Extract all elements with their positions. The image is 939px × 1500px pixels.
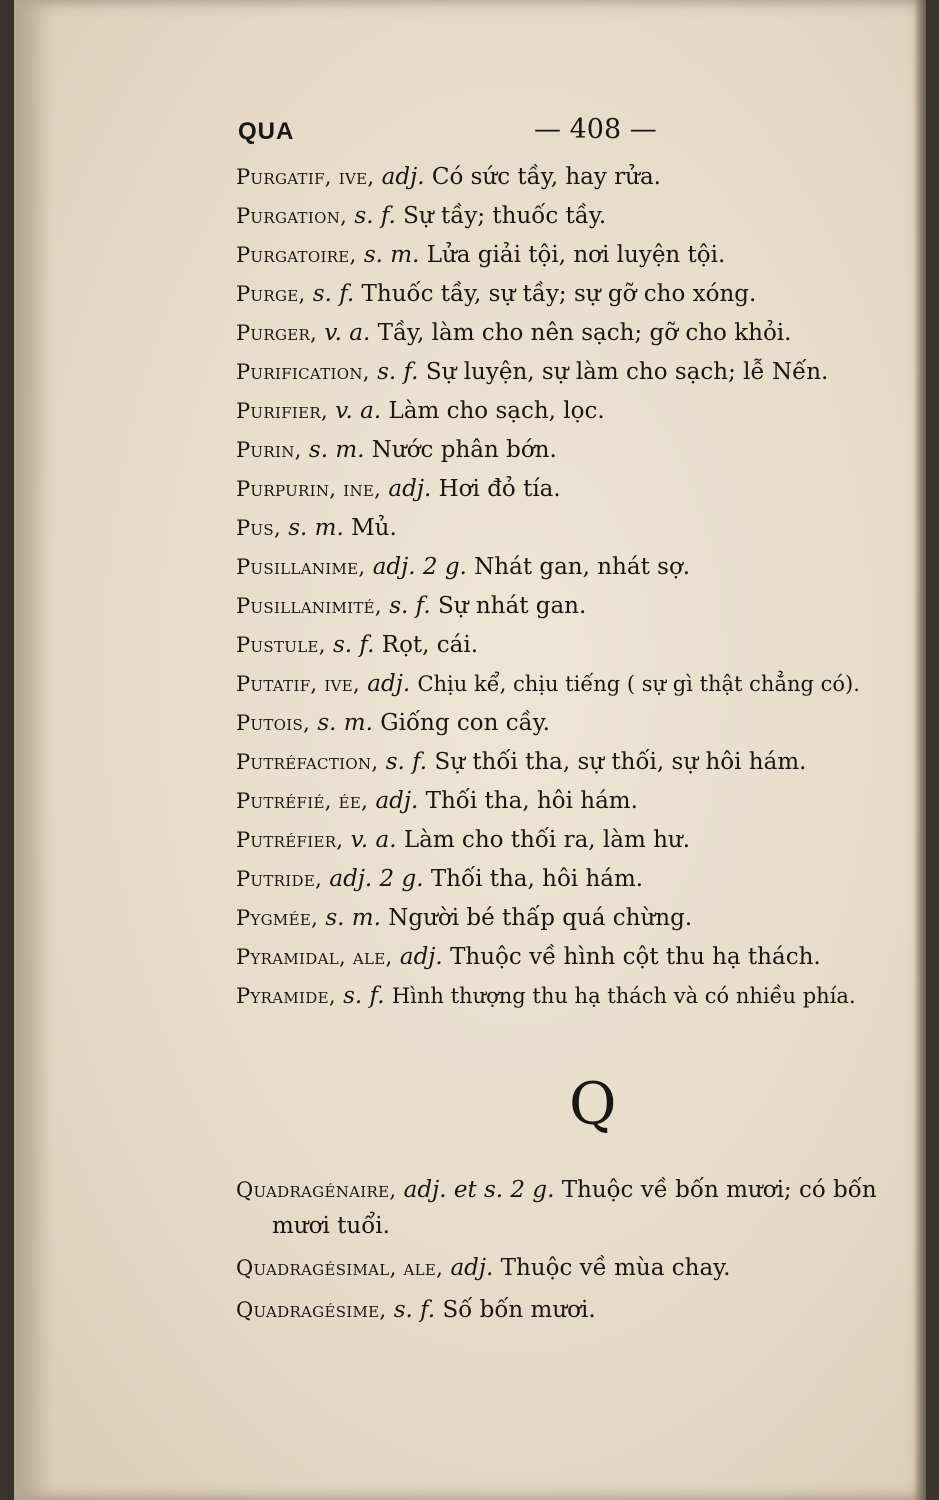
dictionary-entry: [236, 509, 926, 548]
entry-grammar: s. f.: [343, 983, 385, 1009]
entry-grammar: v. a.: [335, 398, 382, 424]
entry-definition: Làm cho thối ra, làm hư.: [403, 827, 691, 853]
dictionary-entry: [236, 314, 926, 353]
entry-definition: Sự thối tha, sự thối, sự hôi hám.: [434, 749, 807, 775]
dictionary-entry: [236, 392, 926, 431]
entry-headword: Pyramide,: [236, 984, 336, 1008]
running-head: QUA: [238, 118, 295, 145]
entry-grammar: adj.: [375, 788, 419, 814]
entry-headword: Purge,: [236, 282, 306, 306]
entry-headword: Purger,: [236, 321, 318, 345]
entry-grammar: adj. et s. 2 g.: [403, 1177, 555, 1203]
dictionary-entry: [236, 704, 926, 743]
entry-definition: Thuộc về hình cột thu hạ thách.: [450, 944, 821, 970]
entry-headword: Purifier,: [236, 399, 328, 423]
entry-headword: Purgatoire,: [236, 243, 357, 267]
entry-definition: Sự tầy; thuốc tầy.: [403, 203, 607, 229]
entry-definition: Thuộc về bốn mươi; có bốn: [561, 1177, 877, 1203]
entry-grammar: s. f.: [385, 749, 428, 775]
entry-grammar: v. a.: [324, 320, 371, 346]
dictionary-entry: [236, 236, 926, 275]
entry-definition: Thối tha, hôi hám.: [425, 788, 638, 814]
entry-grammar: s. m.: [288, 515, 344, 541]
entry-grammar: s. m.: [363, 242, 420, 268]
entry-headword: Putois,: [236, 711, 311, 735]
entry-definition: Giống con cầy.: [380, 710, 550, 736]
entry-list: [236, 158, 926, 1016]
dictionary-entry: [236, 197, 926, 236]
entry-grammar: s. f.: [354, 203, 396, 229]
page-number: — 408 —: [534, 114, 657, 145]
dictionary-entry: [236, 821, 926, 860]
page-spine-shadow: [14, 0, 54, 1500]
book-page: [14, 0, 926, 1500]
section-letter: Q: [569, 1070, 617, 1138]
entry-grammar: s. m.: [317, 710, 373, 736]
entry-grammar: s. f.: [333, 632, 375, 658]
entry-grammar: adj.: [367, 671, 411, 697]
entry-headword: Putréfié, ée,: [236, 789, 369, 813]
entry-grammar: s. f.: [312, 281, 355, 307]
dictionary-entry: [236, 548, 926, 587]
entry-definition: Sự nhát gan.: [437, 593, 587, 619]
dictionary-entry: [236, 431, 926, 470]
entry-headword: Pusillanime,: [236, 555, 366, 579]
dictionary-entry: [236, 626, 926, 665]
dictionary-entry: [236, 587, 926, 626]
dictionary-entry: [236, 743, 926, 782]
dictionary-entry: [236, 860, 926, 899]
entry-definition: Nước phân bớn.: [371, 437, 557, 463]
entry-definition: Thuốc tầy, sự tầy; sự gỡ cho xóng.: [361, 281, 757, 307]
q-entry-list: [236, 1172, 926, 1334]
entry-headword: Putréfier,: [236, 828, 344, 852]
entry-continuation: mươi tuổi.: [272, 1213, 390, 1239]
dictionary-entry: [236, 353, 926, 392]
entry-grammar: s. f.: [393, 1297, 436, 1323]
entry-grammar: adj.: [399, 944, 443, 970]
dictionary-entry: [236, 782, 926, 821]
entry-definition: Có sức tầy, hay rửa.: [431, 164, 661, 190]
dictionary-entry: [236, 1250, 926, 1286]
entry-headword: Putréfaction,: [236, 750, 379, 774]
entry-headword: Purgatif, ive,: [236, 165, 375, 189]
dictionary-entry: [236, 1172, 926, 1244]
entry-definition: Thuộc về mùa chay.: [500, 1255, 731, 1281]
entry-headword: Putride,: [236, 867, 323, 891]
dictionary-entry: [236, 275, 926, 314]
entry-definition: Nhát gan, nhát sợ.: [474, 554, 691, 580]
entry-definition: Lửa giải tội, nơi luyện tội.: [426, 242, 726, 268]
entry-headword: Purgation,: [236, 204, 348, 228]
entry-headword: Pygmée,: [236, 906, 319, 930]
entry-headword: Pus,: [236, 516, 281, 540]
entry-headword: Pyramidal, ale,: [236, 945, 393, 969]
dictionary-entry: [236, 899, 926, 938]
entry-grammar: s. f.: [377, 359, 419, 385]
entry-grammar: v. a.: [350, 827, 397, 853]
entry-definition: Hình thượng thu hạ thách và có nhiều phía.: [391, 984, 856, 1008]
dictionary-entry: [236, 1292, 926, 1328]
entry-headword: Purification,: [236, 360, 370, 384]
entry-grammar: adj.: [381, 164, 425, 190]
entry-definition: Hơi đỏ tía.: [438, 476, 561, 502]
dictionary-entry: [236, 665, 926, 704]
entry-headword: Purpurin, ine,: [236, 477, 382, 501]
entry-grammar: adj.: [388, 476, 432, 502]
dictionary-entry: [236, 938, 926, 977]
entry-grammar: adj.: [450, 1255, 494, 1281]
entry-grammar: s. f.: [389, 593, 431, 619]
entry-definition: Thối tha, hôi hám.: [430, 866, 644, 892]
entry-definition: Số bốn mươi.: [442, 1297, 596, 1323]
entry-headword: Quadragésime,: [236, 1298, 387, 1322]
entry-grammar: s. m.: [308, 437, 365, 463]
entry-headword: Pustule,: [236, 633, 326, 657]
dictionary-entry: [236, 470, 926, 509]
entry-headword: Pusillanimité,: [236, 594, 382, 618]
entry-definition: Mủ.: [351, 515, 397, 541]
entry-grammar: adj. 2 g.: [372, 554, 467, 580]
entry-definition: Người bé thấp quá chừng.: [388, 905, 693, 931]
dictionary-entry: [236, 158, 926, 197]
entry-headword: Quadragésimal, ale,: [236, 1256, 444, 1280]
entry-definition: Tầy, làm cho nên sạch; gỡ cho khỏi.: [377, 320, 792, 346]
entry-grammar: adj. 2 g.: [329, 866, 424, 892]
entry-definition: Chịu kể, chịu tiếng ( sự gì thật chẳng có).: [417, 672, 860, 696]
entry-definition: Rọt, cái.: [381, 632, 479, 658]
dictionary-entry: [236, 977, 926, 1016]
entry-headword: Putatif, ive,: [236, 672, 360, 696]
entry-definition: Sự luyện, sự làm cho sạch; lễ Nến.: [425, 359, 829, 385]
entry-definition: Làm cho sạch, lọc.: [388, 398, 605, 424]
entry-grammar: s. m.: [325, 905, 381, 931]
entry-headword: Purin,: [236, 438, 302, 462]
entry-headword: Quadragénaire,: [236, 1178, 397, 1202]
